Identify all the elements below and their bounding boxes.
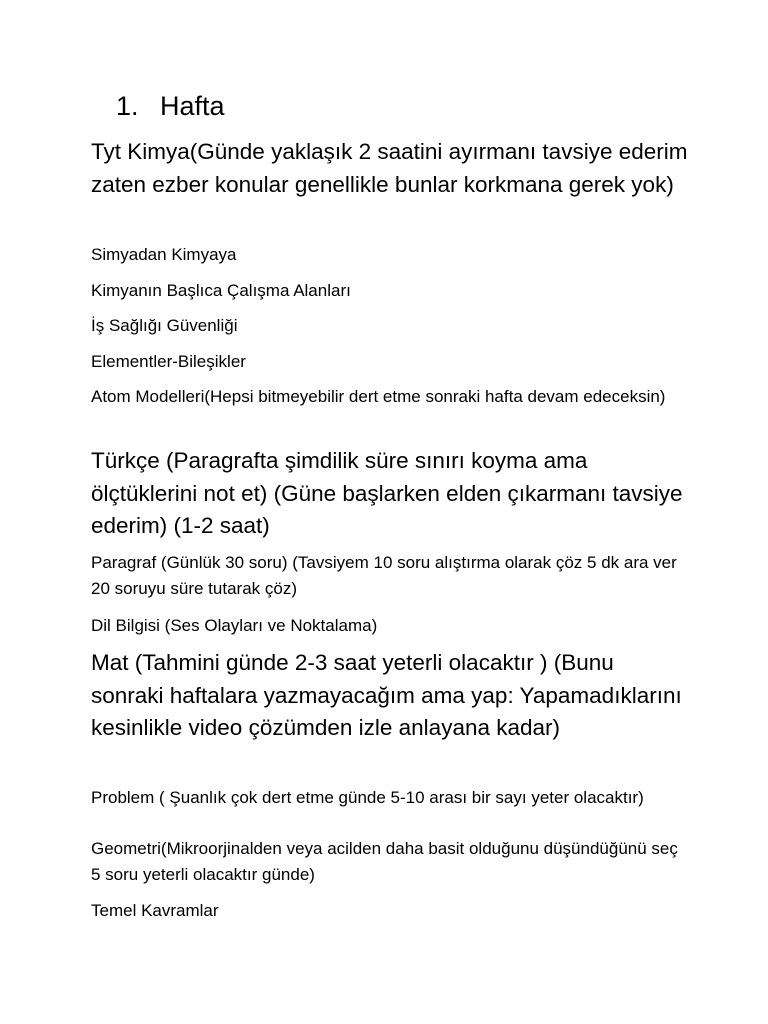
mat-item-temel-kavramlar: Temel Kavramlar — [91, 901, 219, 920]
week-label: Hafta — [160, 91, 225, 121]
turkce-item-paragraf: Paragraf (Günlük 30 soru) (Tavsiyem 10 soru alıştırma olarak çöz 5 dk ara ver 20 soruyu süre tutarak çöz) — [91, 553, 677, 598]
kimya-item-elementler: Elementler-Bileşikler — [91, 352, 246, 371]
mat-heading: Mat (Tahmini günde 2-3 saat yeterli olacaktır ) (Bunu sonraki haftalara yazmayacağım ama yap: Yapamadıklarını kesinlikle video çözümden izle anlayana kadar) — [91, 650, 682, 740]
kimya-heading: Tyt Kimya(Günde yaklaşık 2 saatini ayırmanı tavsiye ederim zaten ezber konular genellikle bunlar korkmana gerek yok) — [91, 139, 688, 197]
mat-item-geometri: Geometri(Mikroorjinalden veya acilden daha basit olduğunu düşündüğünü seç 5 soru yeterli olacaktır günde) — [91, 839, 678, 884]
turkce-item-dil-bilgisi: Dil Bilgisi (Ses Olayları ve Noktalama) — [91, 616, 378, 635]
kimya-item-simyadan: Simyadan Kimyaya — [91, 245, 237, 264]
kimya-item-calisma-alanlari: Kimyanın Başlıca Çalışma Alanları — [91, 281, 351, 300]
kimya-item-atom-modelleri: Atom Modelleri(Hepsi bitmeyebilir dert etme sonraki hafta devam edeceksin) — [91, 387, 666, 406]
turkce-heading: Türkçe (Paragrafta şimdilik süre sınırı koyma ama ölçtüklerini not et) (Güne başlarken elden çıkarmanı tavsiye ederim) (1-2 saat) — [91, 448, 683, 538]
kimya-item-is-sagligi: İş Sağlığı Güvenliği — [91, 316, 238, 335]
mat-item-problem: Problem ( Şuanlık çok dert etme günde 5-10 arası bir sayı yeter olacaktır) — [91, 788, 644, 807]
week-number: 1. — [116, 91, 139, 121]
week-title — [116, 88, 225, 124]
